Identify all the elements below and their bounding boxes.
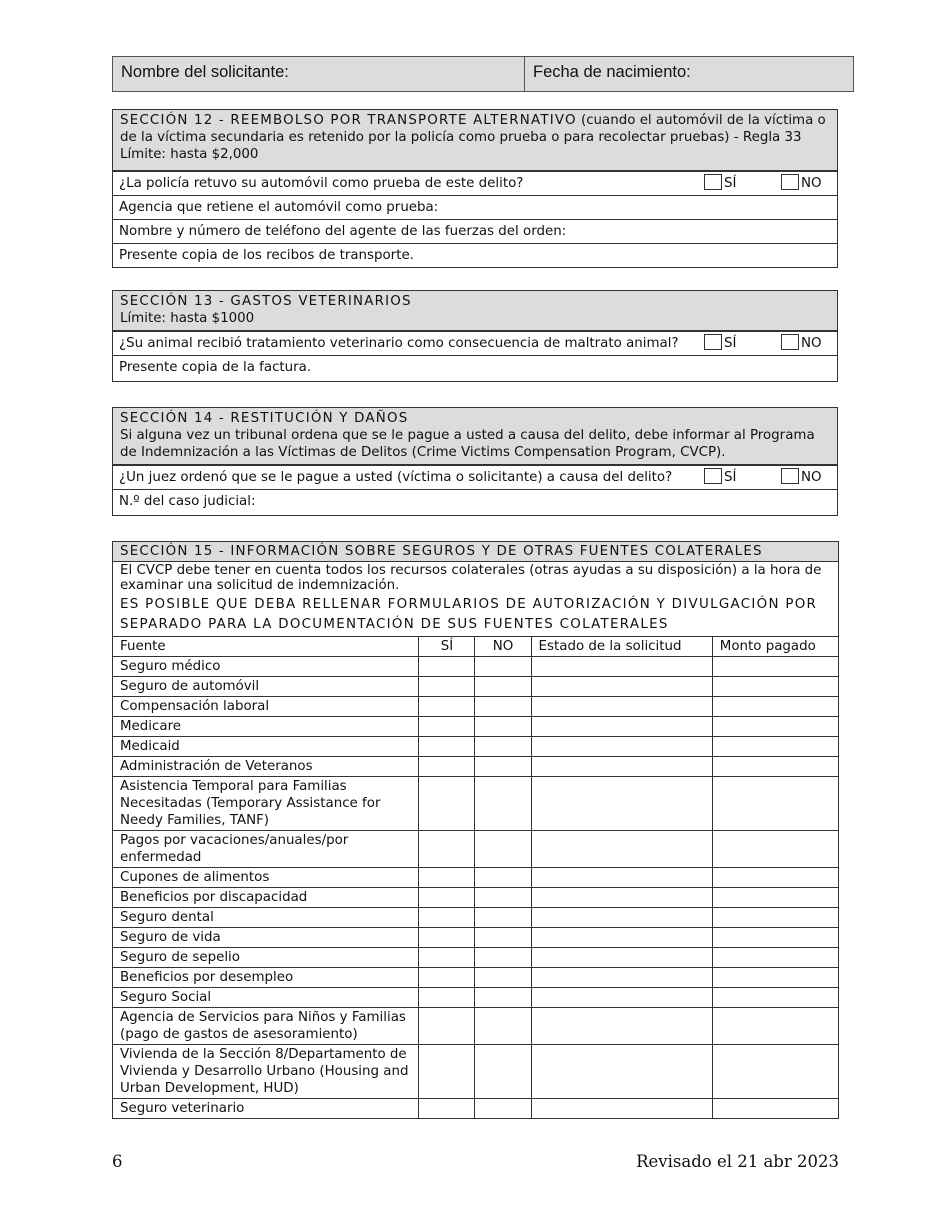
yes-cell[interactable] bbox=[419, 948, 475, 968]
no-label: NO bbox=[801, 336, 822, 351]
no-cell[interactable] bbox=[475, 831, 531, 868]
no-cell[interactable] bbox=[475, 697, 531, 717]
amount-cell[interactable] bbox=[712, 988, 838, 1008]
amount-cell[interactable] bbox=[712, 657, 838, 677]
no-cell[interactable] bbox=[475, 1008, 531, 1045]
section-14-question-row bbox=[113, 465, 837, 489]
source-name: Seguro de sepelio bbox=[113, 948, 419, 968]
source-name: Seguro de automóvil bbox=[113, 677, 419, 697]
table-row bbox=[113, 868, 839, 888]
agency-field[interactable] bbox=[113, 195, 837, 219]
yes-checkbox[interactable] bbox=[704, 334, 722, 350]
amount-cell[interactable] bbox=[712, 948, 838, 968]
table-row bbox=[113, 1008, 839, 1045]
section-13-no[interactable] bbox=[781, 334, 822, 352]
section-13-heading: SECCIÓN 13 - GASTOS VETERINARIOS bbox=[120, 294, 412, 309]
status-cell[interactable] bbox=[531, 1008, 712, 1045]
table-row bbox=[113, 1099, 839, 1119]
amount-cell[interactable] bbox=[712, 697, 838, 717]
status-cell[interactable] bbox=[531, 988, 712, 1008]
section-12-question: ¿La policía retuvo su automóvil como prueba de este delito? bbox=[119, 176, 524, 191]
source-name: Asistencia Temporal para Familias Necesitadas (Temporary Assistance for Needy Families, TANF) bbox=[113, 777, 419, 831]
amount-cell[interactable] bbox=[712, 1008, 838, 1045]
section-12-question-row bbox=[113, 171, 837, 195]
invoice-note: Presente copia de la factura. bbox=[119, 360, 312, 375]
table-row bbox=[113, 757, 839, 777]
section-12-no[interactable] bbox=[781, 174, 822, 192]
no-cell[interactable] bbox=[475, 868, 531, 888]
no-label: NO bbox=[801, 470, 822, 485]
amount-cell[interactable] bbox=[712, 737, 838, 757]
source-name: Seguro dental bbox=[113, 908, 419, 928]
source-name: Cupones de alimentos bbox=[113, 868, 419, 888]
status-cell[interactable] bbox=[531, 717, 712, 737]
no-cell[interactable] bbox=[475, 677, 531, 697]
section-15-intro bbox=[113, 562, 839, 637]
no-cell[interactable] bbox=[475, 737, 531, 757]
status-cell[interactable] bbox=[531, 697, 712, 717]
amount-cell[interactable] bbox=[712, 717, 838, 737]
status-cell[interactable] bbox=[531, 868, 712, 888]
case-number-field[interactable] bbox=[113, 489, 837, 515]
status-cell[interactable] bbox=[531, 948, 712, 968]
source-name: Pagos por vacaciones/anuales/por enfermedad bbox=[113, 831, 419, 868]
applicant-name-field[interactable]: Nombre del solicitante: bbox=[113, 57, 525, 91]
source-name: Seguro veterinario bbox=[113, 1099, 419, 1119]
source-name: Medicaid bbox=[113, 737, 419, 757]
amount-cell[interactable] bbox=[712, 831, 838, 868]
no-label: NO bbox=[801, 176, 822, 191]
no-checkbox[interactable] bbox=[781, 174, 799, 190]
officer-field[interactable] bbox=[113, 219, 837, 243]
officer-label: Nombre y número de teléfono del agente de las fuerzas del orden: bbox=[119, 224, 567, 239]
table-row bbox=[113, 908, 839, 928]
section-14-description: Si alguna vez un tribunal ordena que se le pague a usted a causa del delito, debe informar al Programa de Indemnización a las Víctimas de Delitos (Crime Victims Compensation Program, CVCP). bbox=[120, 428, 815, 460]
invoice-note-row bbox=[113, 355, 837, 381]
source-name: Vivienda de la Sección 8/Departamento de Vivienda y Desarrollo Urbano (Housing and Urban Development, HUD) bbox=[113, 1045, 419, 1099]
table-row bbox=[113, 737, 839, 757]
yes-cell[interactable] bbox=[419, 677, 475, 697]
amount-cell[interactable] bbox=[712, 868, 838, 888]
yes-cell[interactable] bbox=[419, 1045, 475, 1099]
amount-cell[interactable] bbox=[712, 777, 838, 831]
no-cell[interactable] bbox=[475, 717, 531, 737]
section-13-question-row bbox=[113, 331, 837, 355]
no-cell[interactable] bbox=[475, 928, 531, 948]
section-13-question: ¿Su animal recibió tratamiento veterinario como consecuencia de maltrato animal? bbox=[119, 336, 679, 351]
yes-checkbox[interactable] bbox=[704, 468, 722, 484]
table-row bbox=[113, 988, 839, 1008]
table-row bbox=[113, 717, 839, 737]
section-13-title bbox=[113, 291, 837, 331]
status-cell[interactable] bbox=[531, 968, 712, 988]
no-cell[interactable] bbox=[475, 1045, 531, 1099]
source-name: Beneficios por desempleo bbox=[113, 968, 419, 988]
status-cell[interactable] bbox=[531, 677, 712, 697]
yes-cell[interactable] bbox=[419, 1099, 475, 1119]
source-name: Administración de Veteranos bbox=[113, 757, 419, 777]
no-cell[interactable] bbox=[475, 657, 531, 677]
date-of-birth-field[interactable]: Fecha de nacimiento: bbox=[533, 63, 691, 81]
yes-checkbox[interactable] bbox=[704, 174, 722, 190]
section-13 bbox=[112, 290, 838, 382]
yes-label: SÍ bbox=[724, 336, 737, 351]
yes-cell[interactable] bbox=[419, 868, 475, 888]
receipts-note: Presente copia de los recibos de transporte. bbox=[119, 248, 414, 263]
column-header-source: Fuente bbox=[113, 637, 419, 657]
table-row bbox=[113, 831, 839, 868]
column-header-yes: SÍ bbox=[419, 637, 475, 657]
section-15-heading: SECCIÓN 15 - INFORMACIÓN SOBRE SEGUROS Y DE OTRAS FUENTES COLATERALES bbox=[113, 542, 839, 562]
section-12 bbox=[112, 109, 838, 268]
source-name: Agencia de Servicios para Niños y Familias (pago de gastos de asesoramiento) bbox=[113, 1008, 419, 1045]
table-row bbox=[113, 948, 839, 968]
source-name: Compensación laboral bbox=[113, 697, 419, 717]
section-14-no[interactable] bbox=[781, 468, 822, 486]
status-cell[interactable] bbox=[531, 657, 712, 677]
no-cell[interactable] bbox=[475, 1099, 531, 1119]
agency-label: Agencia que retiene el automóvil como prueba: bbox=[119, 200, 439, 215]
no-cell[interactable] bbox=[475, 948, 531, 968]
status-cell[interactable] bbox=[531, 757, 712, 777]
table-row bbox=[113, 677, 839, 697]
no-cell[interactable] bbox=[475, 908, 531, 928]
section-14-yes[interactable] bbox=[704, 468, 736, 486]
amount-cell[interactable] bbox=[712, 1099, 838, 1119]
table-header-row bbox=[113, 637, 839, 657]
column-header-amount: Monto pagado bbox=[712, 637, 838, 657]
amount-cell[interactable] bbox=[712, 908, 838, 928]
section-14-question: ¿Un juez ordenó que se le pague a usted (víctima o solicitante) a causa del delito? bbox=[119, 470, 673, 485]
status-cell[interactable] bbox=[531, 777, 712, 831]
status-cell[interactable] bbox=[531, 737, 712, 757]
no-cell[interactable] bbox=[475, 777, 531, 831]
page-number: 6 bbox=[112, 1152, 123, 1171]
amount-cell[interactable] bbox=[712, 968, 838, 988]
revision-date: Revisado el 21 abr 2023 bbox=[636, 1152, 839, 1171]
column-header-no: NO bbox=[475, 637, 531, 657]
applicant-header bbox=[112, 56, 854, 92]
table-row bbox=[113, 657, 839, 677]
section-12-heading-detail: (cuando el automóvil de la víctima o de la víctima secundaria es retenido por la policía como prueba o para recolectar pruebas) - Regla 33 bbox=[120, 113, 826, 145]
no-checkbox[interactable] bbox=[781, 468, 799, 484]
source-name: Beneficios por discapacidad bbox=[113, 888, 419, 908]
table-row bbox=[113, 928, 839, 948]
amount-cell[interactable] bbox=[712, 1045, 838, 1099]
source-name: Seguro de vida bbox=[113, 928, 419, 948]
section-14 bbox=[112, 407, 838, 516]
section-12-yes[interactable] bbox=[704, 174, 736, 192]
source-name: Medicare bbox=[113, 717, 419, 737]
table-row bbox=[113, 777, 839, 831]
section-12-heading: SECCIÓN 12 - REEMBOLSO POR TRANSPORTE ALTERNATIVO bbox=[120, 113, 577, 128]
section-15-authorization-note: ES POSIBLE QUE DEBA RELLENAR FORMULARIOS DE AUTORIZACIÓN Y DIVULGACIÓN POR SEPARADO PARA LA DOCUMENTACIÓN DE SUS FUENTES COLATERALES bbox=[120, 597, 818, 632]
no-cell[interactable] bbox=[475, 888, 531, 908]
no-cell[interactable] bbox=[475, 988, 531, 1008]
status-cell[interactable] bbox=[531, 888, 712, 908]
status-cell[interactable] bbox=[531, 1099, 712, 1119]
no-cell[interactable] bbox=[475, 968, 531, 988]
receipts-note-row bbox=[113, 243, 837, 267]
yes-cell[interactable] bbox=[419, 928, 475, 948]
no-checkbox[interactable] bbox=[781, 334, 799, 350]
yes-cell[interactable] bbox=[419, 1008, 475, 1045]
yes-cell[interactable] bbox=[419, 757, 475, 777]
table-row bbox=[113, 888, 839, 908]
table-row bbox=[113, 1045, 839, 1099]
no-cell[interactable] bbox=[475, 757, 531, 777]
status-cell[interactable] bbox=[531, 1045, 712, 1099]
section-14-title bbox=[113, 408, 837, 465]
status-cell[interactable] bbox=[531, 831, 712, 868]
table-row bbox=[113, 968, 839, 988]
yes-cell[interactable] bbox=[419, 777, 475, 831]
yes-cell[interactable] bbox=[419, 831, 475, 868]
table-row bbox=[113, 697, 839, 717]
yes-label: SÍ bbox=[724, 470, 737, 485]
status-cell[interactable] bbox=[531, 908, 712, 928]
yes-cell[interactable] bbox=[419, 737, 475, 757]
yes-cell[interactable] bbox=[419, 717, 475, 737]
yes-cell[interactable] bbox=[419, 888, 475, 908]
yes-cell[interactable] bbox=[419, 908, 475, 928]
source-name: Seguro médico bbox=[113, 657, 419, 677]
column-header-status: Estado de la solicitud bbox=[531, 637, 712, 657]
amount-cell[interactable] bbox=[712, 677, 838, 697]
yes-label: SÍ bbox=[724, 176, 737, 191]
yes-cell[interactable] bbox=[419, 988, 475, 1008]
case-number-label: N.º del caso judicial: bbox=[119, 494, 256, 509]
amount-cell[interactable] bbox=[712, 757, 838, 777]
section-13-limit: Límite: hasta $1000 bbox=[120, 311, 255, 326]
status-cell[interactable] bbox=[531, 928, 712, 948]
yes-cell[interactable] bbox=[419, 968, 475, 988]
amount-cell[interactable] bbox=[712, 928, 838, 948]
amount-cell[interactable] bbox=[712, 888, 838, 908]
section-13-yes[interactable] bbox=[704, 334, 736, 352]
source-name: Seguro Social bbox=[113, 988, 419, 1008]
section-15-table bbox=[112, 541, 839, 1119]
section-12-title bbox=[113, 110, 837, 171]
section-15-intro-text: El CVCP debe tener en cuenta todos los recursos colaterales (otras ayudas a su disposición) a la hora de examinar una solicitud de indemnización. bbox=[120, 563, 822, 593]
section-14-heading: SECCIÓN 14 - RESTITUCIÓN Y DAÑOS bbox=[120, 411, 409, 426]
yes-cell[interactable] bbox=[419, 657, 475, 677]
yes-cell[interactable] bbox=[419, 697, 475, 717]
section-12-limit: Límite: hasta $2,000 bbox=[120, 147, 259, 162]
